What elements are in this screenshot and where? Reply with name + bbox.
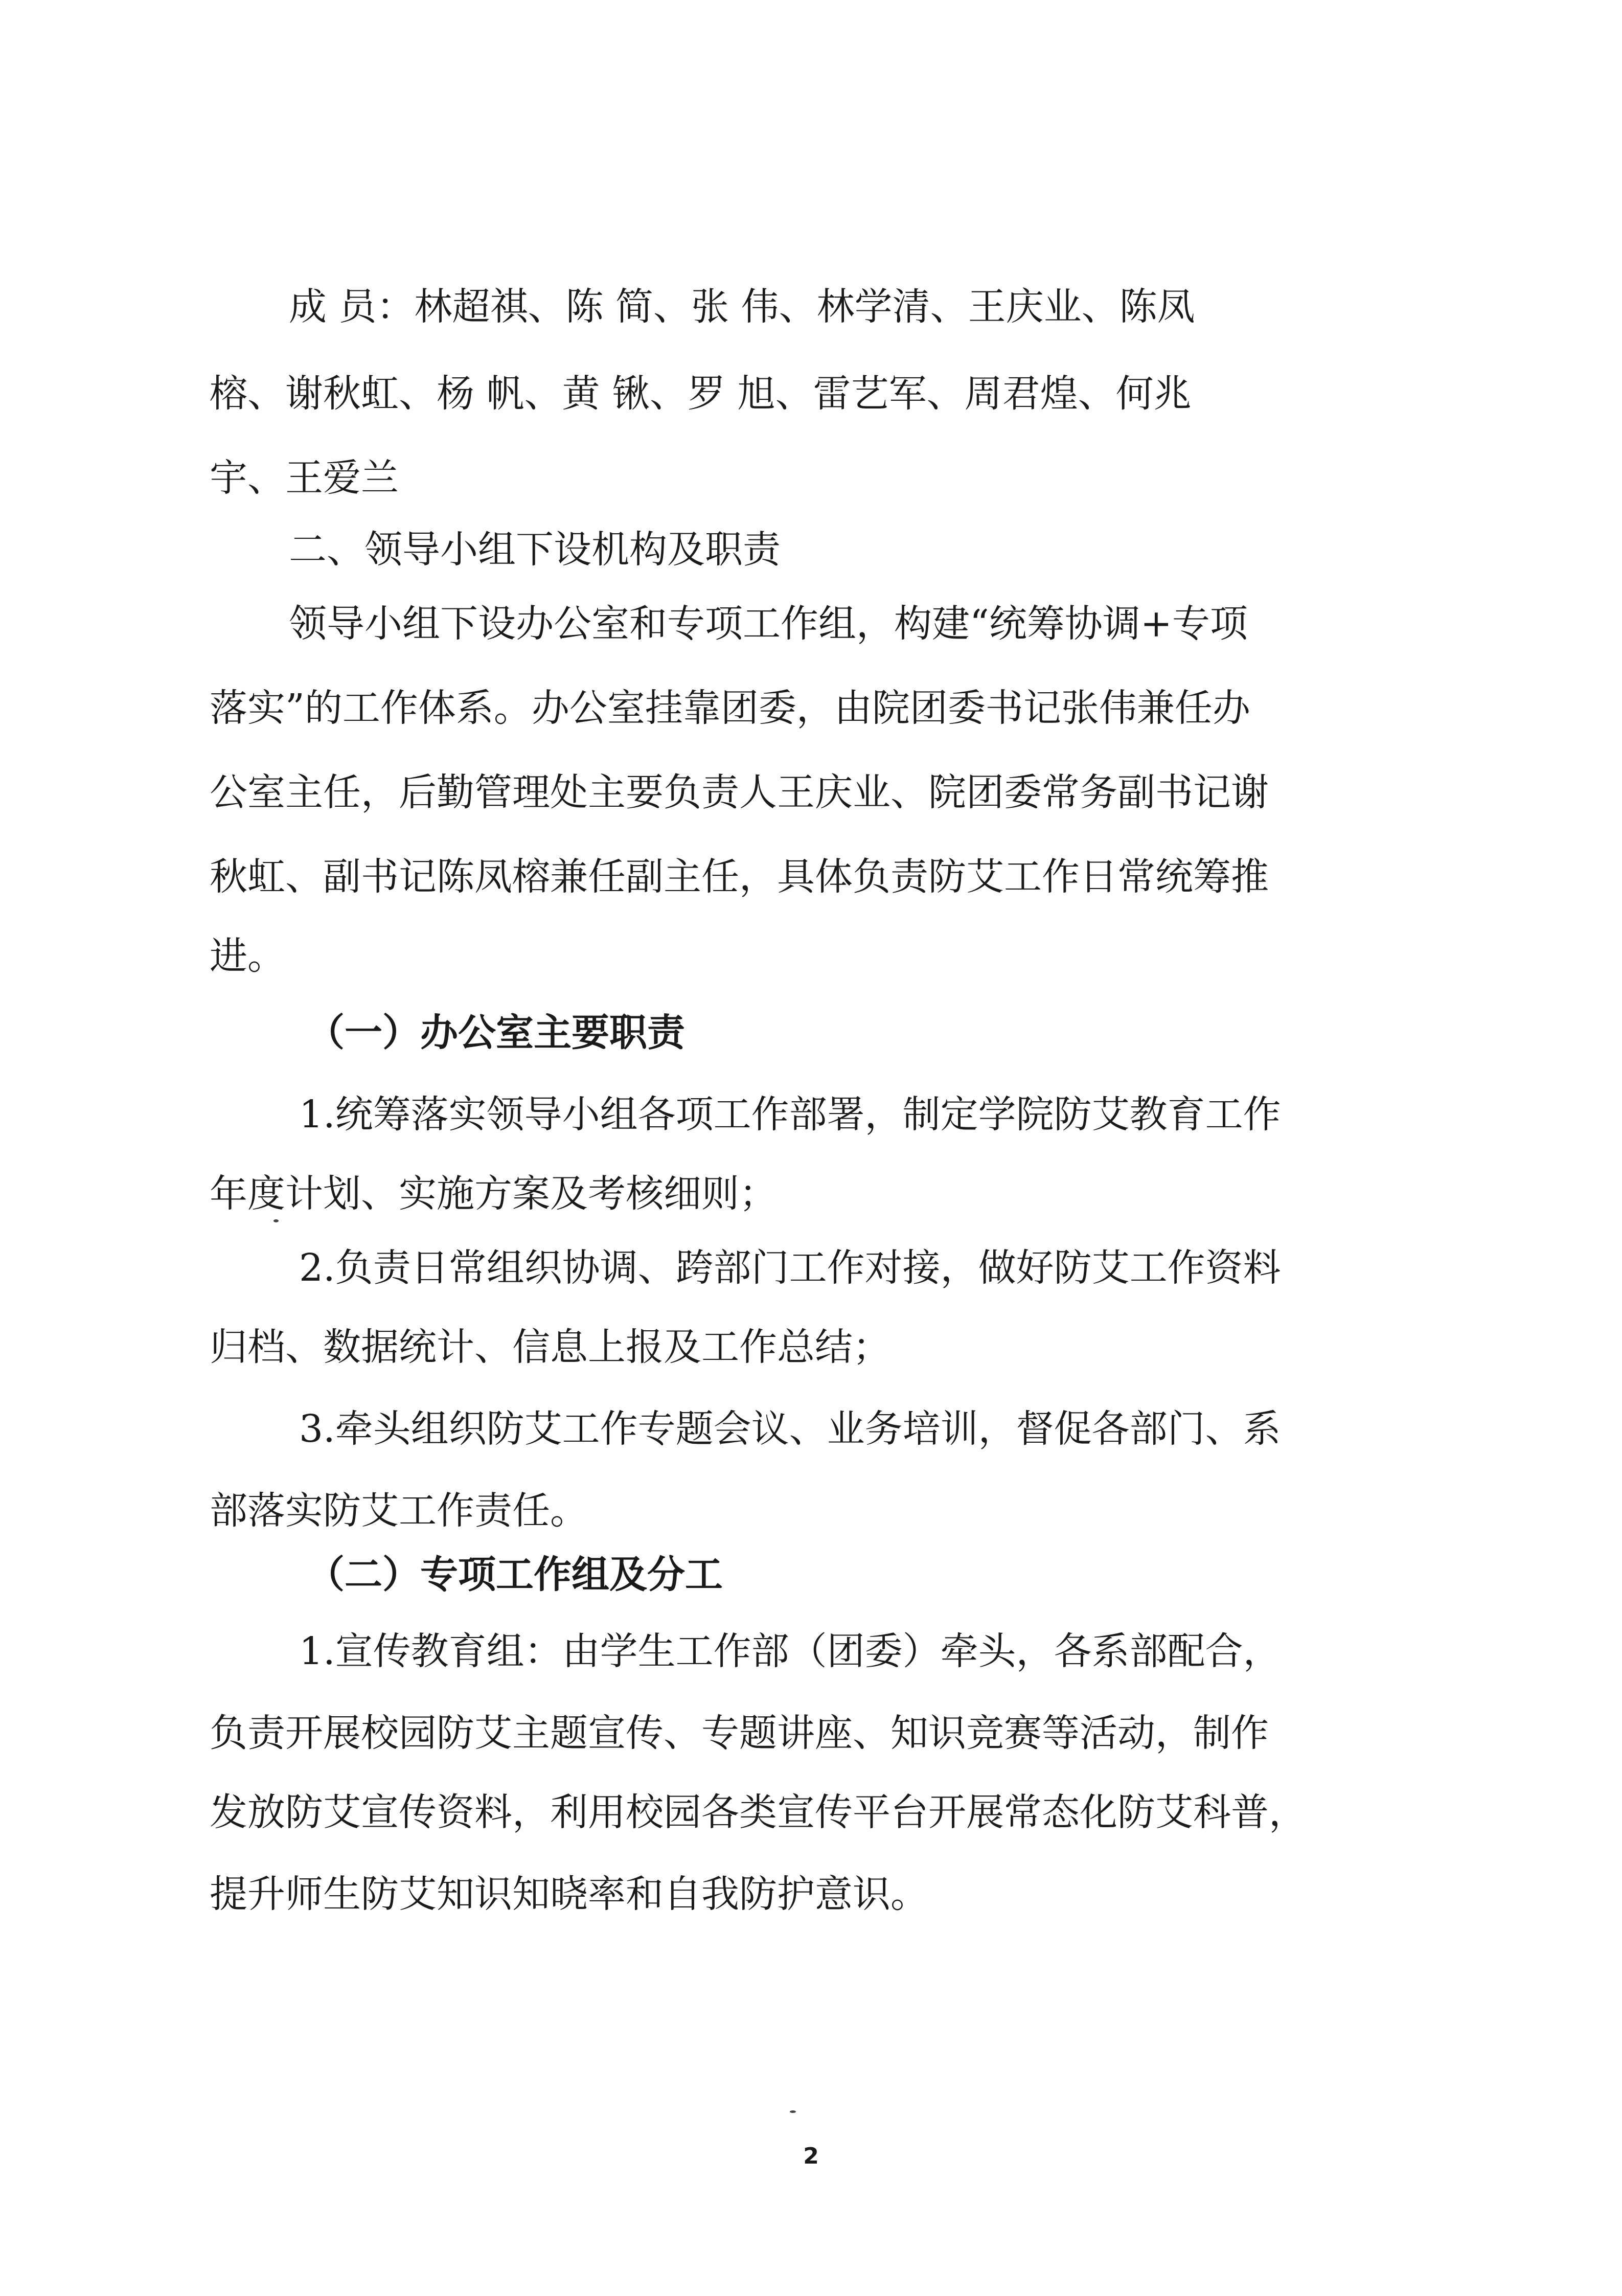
list-item-1-line-2: 年度计划、实施方案及考核细则； — [210, 1172, 777, 1216]
paragraph-line: 秋虹、副书记陈凤榕兼任副主任，具体负责防艾工作日常统筹推 — [210, 855, 1269, 899]
subheading-office-duties: （一）办公室主要职责 — [307, 1011, 685, 1055]
paragraph-line: 落实”的工作体系。办公室挂靠团委，由院团委书记张伟兼任办 — [210, 686, 1250, 730]
section-heading-2: 二、领导小组下设机构及职责 — [289, 528, 781, 572]
group-1-line-1: 1.宣传教育组：由学生工作部（团委）牵头，各系部配合， — [299, 1629, 1281, 1673]
paragraph-line: 进。 — [210, 934, 285, 978]
list-item-1-line-1: 1.统筹落实领导小组各项工作部署，制定学院防艾教育工作 — [299, 1093, 1281, 1136]
list-item-2-line-2: 归档、数据统计、信息上报及工作总结； — [210, 1325, 890, 1369]
scan-speck — [273, 1219, 279, 1222]
list-item-3-line-2: 部落实防艾工作责任。 — [210, 1489, 588, 1533]
subheading-special-groups: （二）专项工作组及分工 — [307, 1553, 723, 1597]
list-item-2-line-1: 2.负责日常组织协调、跨部门工作对接，做好防艾工作资料 — [299, 1246, 1281, 1290]
paragraph-line: 领导小组下设办公室和专项工作组，构建“统筹协调+专项 — [289, 602, 1248, 646]
page-number: 2 — [803, 2143, 819, 2169]
paragraph-line: 公室主任，后勤管理处主要负责人王庆业、院团委常务副书记谢 — [210, 770, 1269, 814]
members-line-1: 成 员：林超祺、陈 简、张 伟、林学清、王庆业、陈凤 — [289, 285, 1195, 329]
list-item-3-line-1: 3.牵头组织防艾工作专题会议、业务培训，督促各部门、系 — [299, 1407, 1281, 1451]
members-line-3: 宇、王爱兰 — [210, 456, 399, 500]
members-line-2: 榕、谢秋虹、杨 帆、黄 锹、罗 旭、雷艺军、周君煌、何兆 — [210, 372, 1192, 416]
group-1-line-4: 提升师生防艾知识知晓率和自我防护意识。 — [210, 1872, 928, 1916]
scan-speck — [790, 2110, 796, 2113]
group-1-line-3: 发放防艾宣传资料，利用校园各类宣传平台开展常态化防艾科普， — [210, 1790, 1307, 1834]
group-1-line-2: 负责开展校园防艾主题宣传、专题讲座、知识竞赛等活动，制作 — [210, 1711, 1269, 1755]
